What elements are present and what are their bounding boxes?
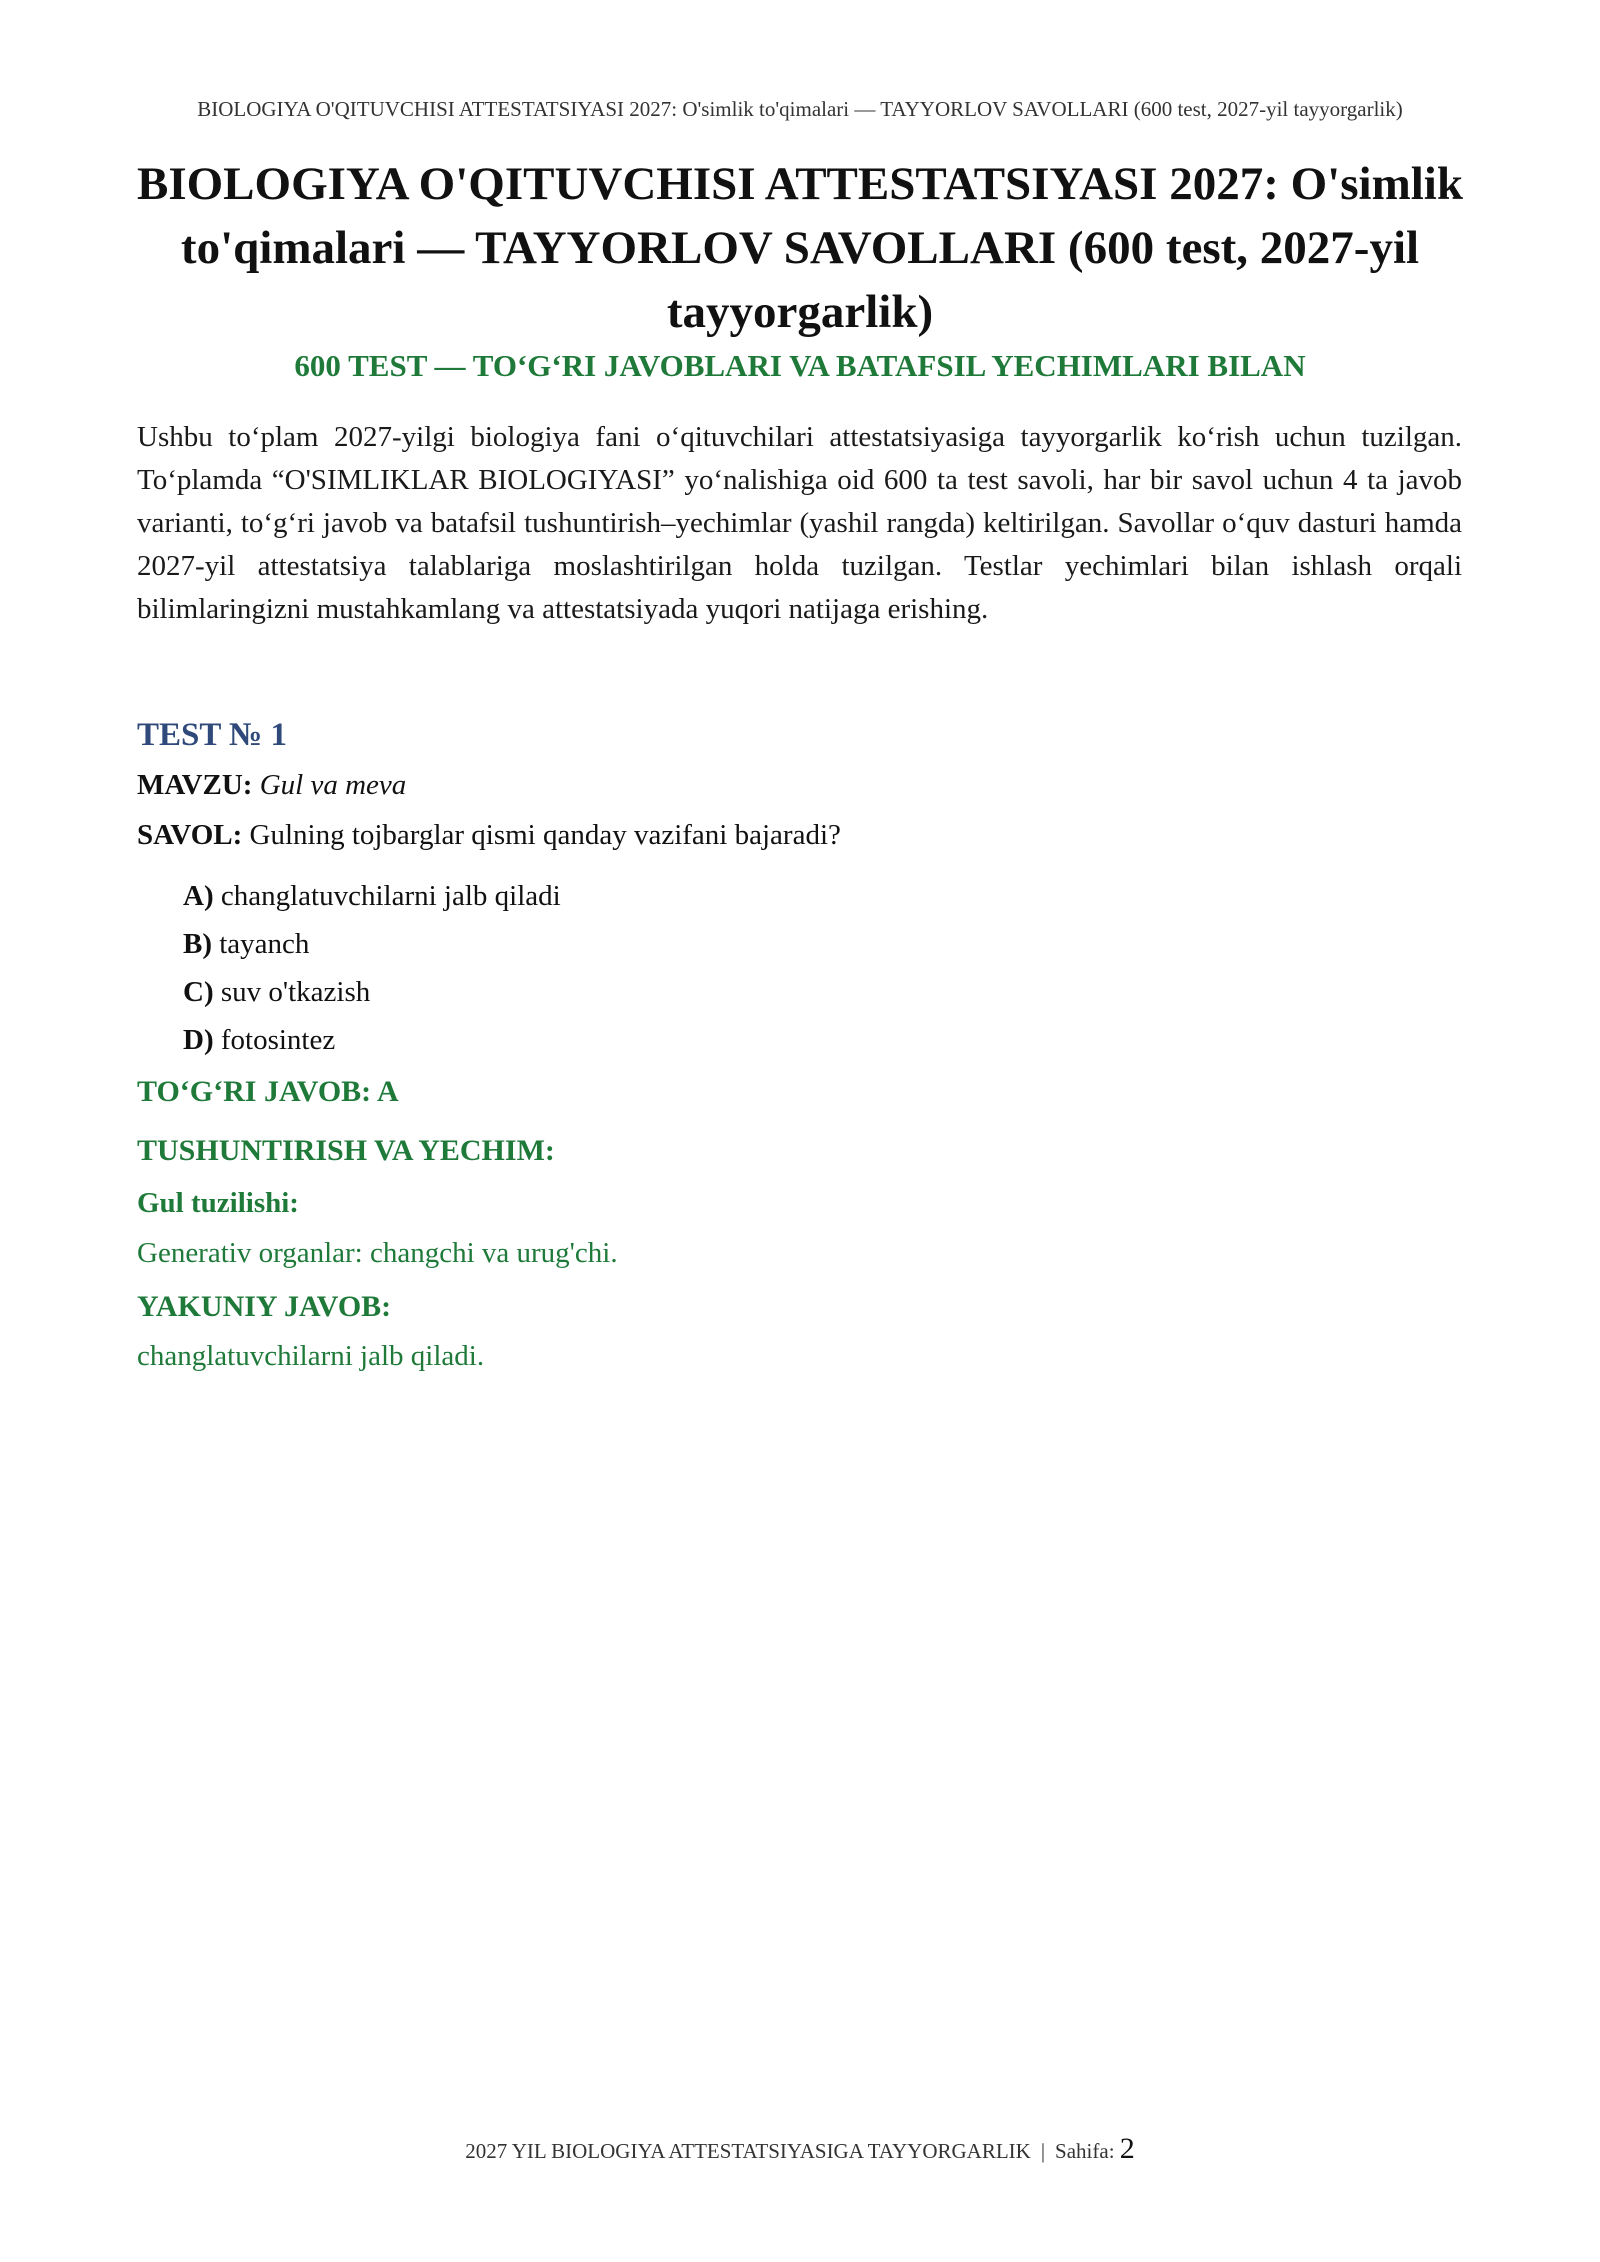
explanation-heading: TUSHUNTIRISH VA YECHIM: [137, 1134, 555, 1167]
final-answer-text: changlatuvchilarni jalb qiladi. [137, 1340, 485, 1372]
option-letter: B) [183, 928, 212, 960]
option-text: tayanch [219, 928, 310, 960]
final-answer-heading: YAKUNIY JAVOB: [137, 1290, 392, 1323]
explanation-text: Generativ organlar: changchi va urug'chi. [137, 1237, 618, 1269]
explanation-subheading: Gul tuzilishi: [137, 1187, 299, 1219]
option-letter: C) [183, 976, 214, 1008]
page-footer [0, 2132, 1600, 2168]
answer-option-c [183, 968, 561, 1016]
option-text: changlatuvchilarni jalb qiladi [220, 880, 561, 912]
document-title: BIOLOGIYA O'QITUVCHISI ATTESTATSIYASI 2027: O'simlik to'qimalari — TAYYORLOV SAVOLLARI (600 test, 2027-yil tayyorgarlik) [136, 158, 1463, 338]
correct-answer: TO‘G‘RI JAVOB: A [137, 1075, 399, 1108]
answer-option-b [183, 920, 561, 968]
topic-line [137, 765, 406, 805]
topic-label: MAVZU: [137, 769, 253, 801]
test-heading: TEST № 1 [137, 717, 287, 753]
option-letter: D) [183, 1024, 214, 1056]
answer-option-d [183, 1016, 561, 1064]
question-line [137, 815, 841, 855]
page-number: 2 [1119, 2132, 1135, 2165]
running-header: BIOLOGIYA O'QITUVCHISI ATTESTATSIYASI 2027: O'simlik to'qimalari — TAYYORLOV SAVOLLARI (600 test, 2027-yil tayyorgarlik) [197, 97, 1403, 121]
answer-options [183, 872, 561, 1064]
option-text: suv o'tkazish [220, 976, 371, 1008]
intro-paragraph: Ushbu to‘plam 2027-yilgi biologiya fani o‘qituvchilari attestatsiyasiga tayyorgarlik ko‘rish uchun tuzilgan. To‘plamda “O'SIMLIKLAR BIOLOGIYASI” yo‘nalishiga oid 600 ta test savoli, har bir savol uchun 4 ta javob varianti, to‘g‘ri javob va batafsil tushuntirish–yechimlar (yashil rangda) keltirilgan. Savollar o‘quv dasturi hamda 2027-yil attestatsiya talablariga moslashtirilgan holda tuzilgan. Testlar yechimlari bilan ishlash orqali bilimlaringizni mustahkamlang va attestatsiyada yuqori natijaga erishing. [137, 421, 1462, 625]
footer-separator: | [1040, 2139, 1046, 2163]
topic-value: Gul va meva [259, 769, 407, 801]
option-text: fotosintez [220, 1024, 336, 1056]
page-label: Sahifa: [1055, 2139, 1115, 2163]
footer-text: 2027 YIL BIOLOGIYA ATTESTATSIYASIGA TAYYORGARLIK [465, 2139, 1031, 2163]
question-text: Gulning tojbarglar qismi qanday vazifani bajaradi? [249, 819, 841, 851]
document-subtitle: 600 TEST — TO‘G‘RI JAVOBLARI VA BATAFSIL YECHIMLARI BILAN [294, 348, 1306, 383]
answer-option-a [183, 872, 561, 920]
option-letter: A) [183, 880, 214, 912]
question-label: SAVOL: [137, 819, 243, 851]
